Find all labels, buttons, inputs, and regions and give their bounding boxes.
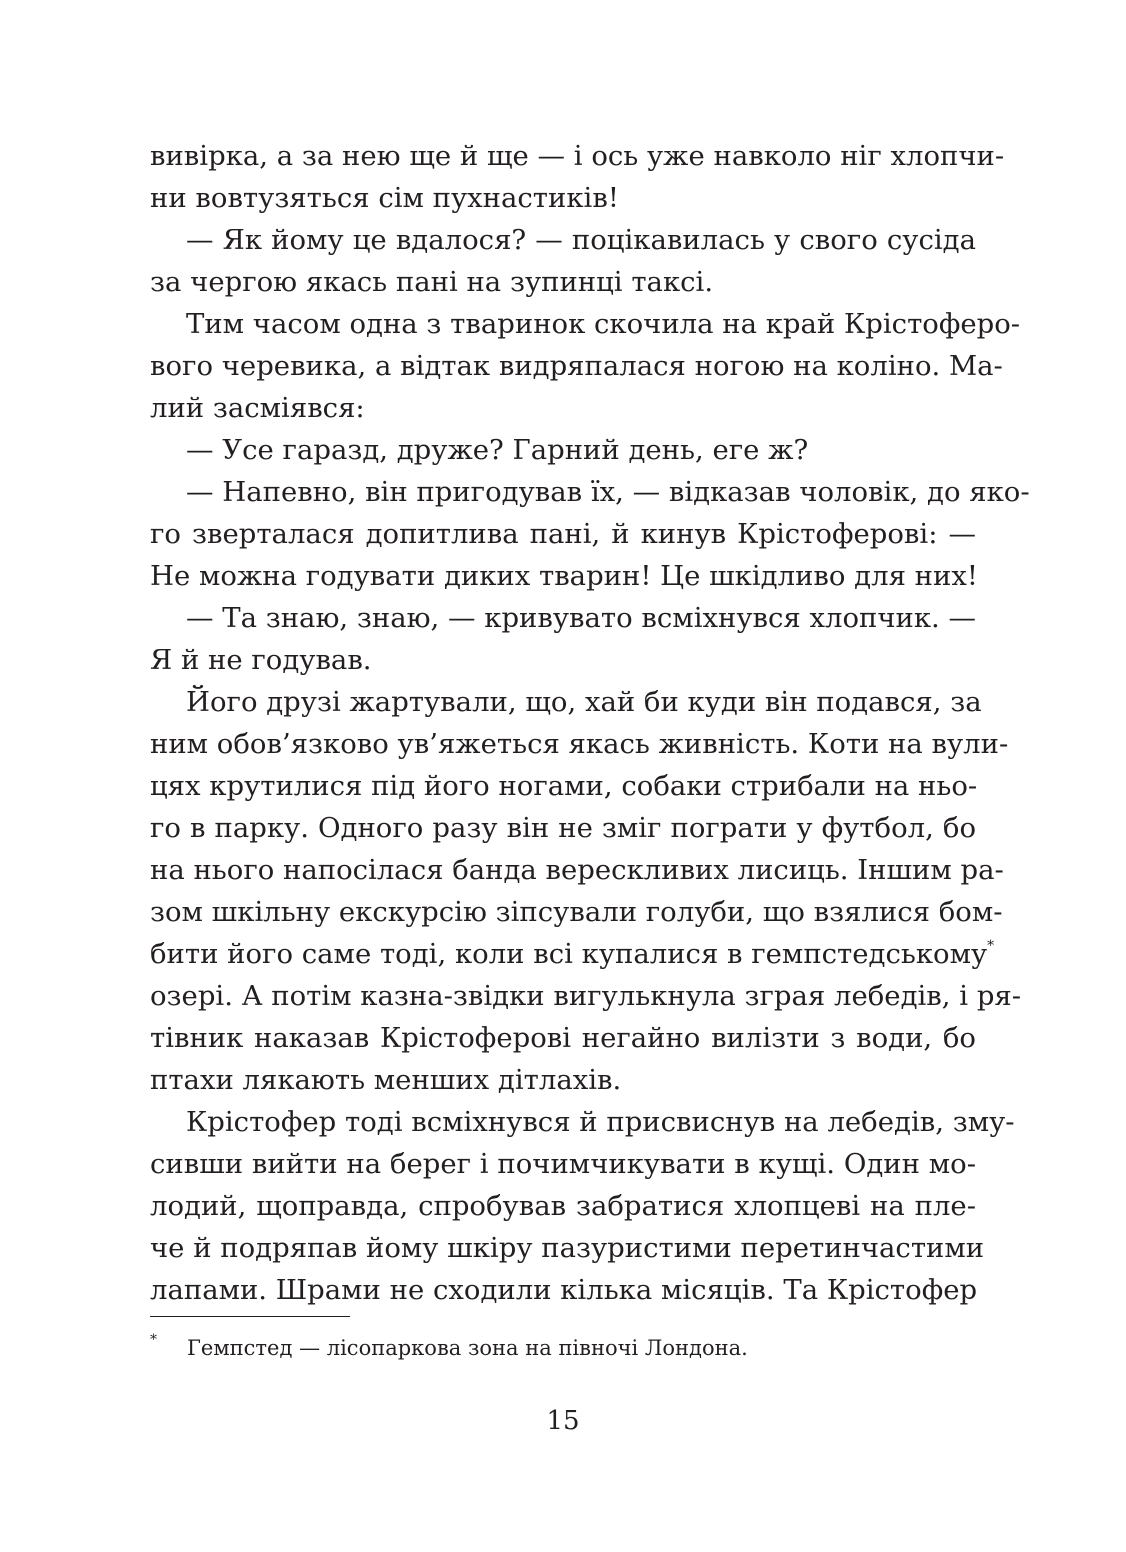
body-line: ним обов’язково ув’яжеться якась живність. Коти на вули- [150,728,1009,760]
body-line: лий засміявся: [150,392,365,424]
body-line: цях крутилися під його ногами, собаки стрибали на ньо- [150,770,978,802]
body-line [150,933,995,975]
body-line: озері. А потім казна-звідки вигулькнула зграя лебедів, і ря- [150,980,1022,1012]
body-line: Крістофер тоді всміхнувся й присвиснув на лебедів, зму- [186,1106,1015,1138]
body-line: Не можна годувати диких тварин! Це шкідливо для них! [150,560,978,592]
footnote-mark: * [150,1332,157,1348]
body-line: ни вовтузяться сім пухнастиків! [150,182,619,214]
body-line: Я й не годував. [150,644,372,676]
body-line: лапами. Шрами не сходили кілька місяців. Та Крістофер [150,1274,978,1306]
body-line: — Напевно, він пригодував їх, — відказав чоловік, до яко- [186,476,1030,508]
body-line: за чергою якась пані на зупинці таксі. [150,266,714,298]
body-line: птахи лякають менших дітлахів. [150,1064,622,1096]
body-line-text: бити його саме тоді, коли всі купалися в гемпстедському [150,938,988,970]
body-line: — Та знаю, знаю, — кривувато всміхнувся хлопчик. — [186,602,977,634]
body-line: — Усе гаразд, друже? Гарний день, еге ж? [186,434,809,466]
page-number: 15 [546,1406,580,1436]
body-line: тівник наказав Крістоферові негайно вилізти з води, бо [150,1022,976,1054]
body-line: Його друзі жартували, що, хай би куди він подався, за [186,686,982,718]
body-line: вивірка, а за нею ще й ще — і ось уже навколо ніг хлопчи- [150,140,1005,172]
footnote-text: Гемпстед — лісопаркова зона на півночі Лондона. [187,1336,748,1360]
body-line: че й подряпав йому шкіру пазуристими перетинчастими [150,1232,985,1264]
body-line: го зверталася допитлива пані, й кинув Крістоферові: — [150,518,976,550]
body-line: на нього напосілася банда верескливих лисиць. Іншим ра- [150,854,1004,886]
body-line: го в парку. Одного разу він не зміг пограти у футбол, бо [150,812,976,844]
footnote-divider [150,1316,350,1317]
body-line: зом шкільну екскурсію зіпсували голуби, що взялися бом- [150,896,1003,928]
body-line: сивши вийти на берег і почимчикувати в кущі. Один мо- [150,1148,976,1180]
body-line: Тим часом одна з тваринок скочила на край Крістоферо- [186,308,1021,340]
body-line: вого черевика, а відтак видряпалася ногою на коліно. Ма- [150,350,1003,382]
footnote-reference: * [987,938,995,954]
body-line: лодий, щоправда, спробував забратися хлопцеві на пле- [150,1190,976,1222]
body-line: — Як йому це вдалося? — поцікавилась у свого сусіда [186,224,976,256]
